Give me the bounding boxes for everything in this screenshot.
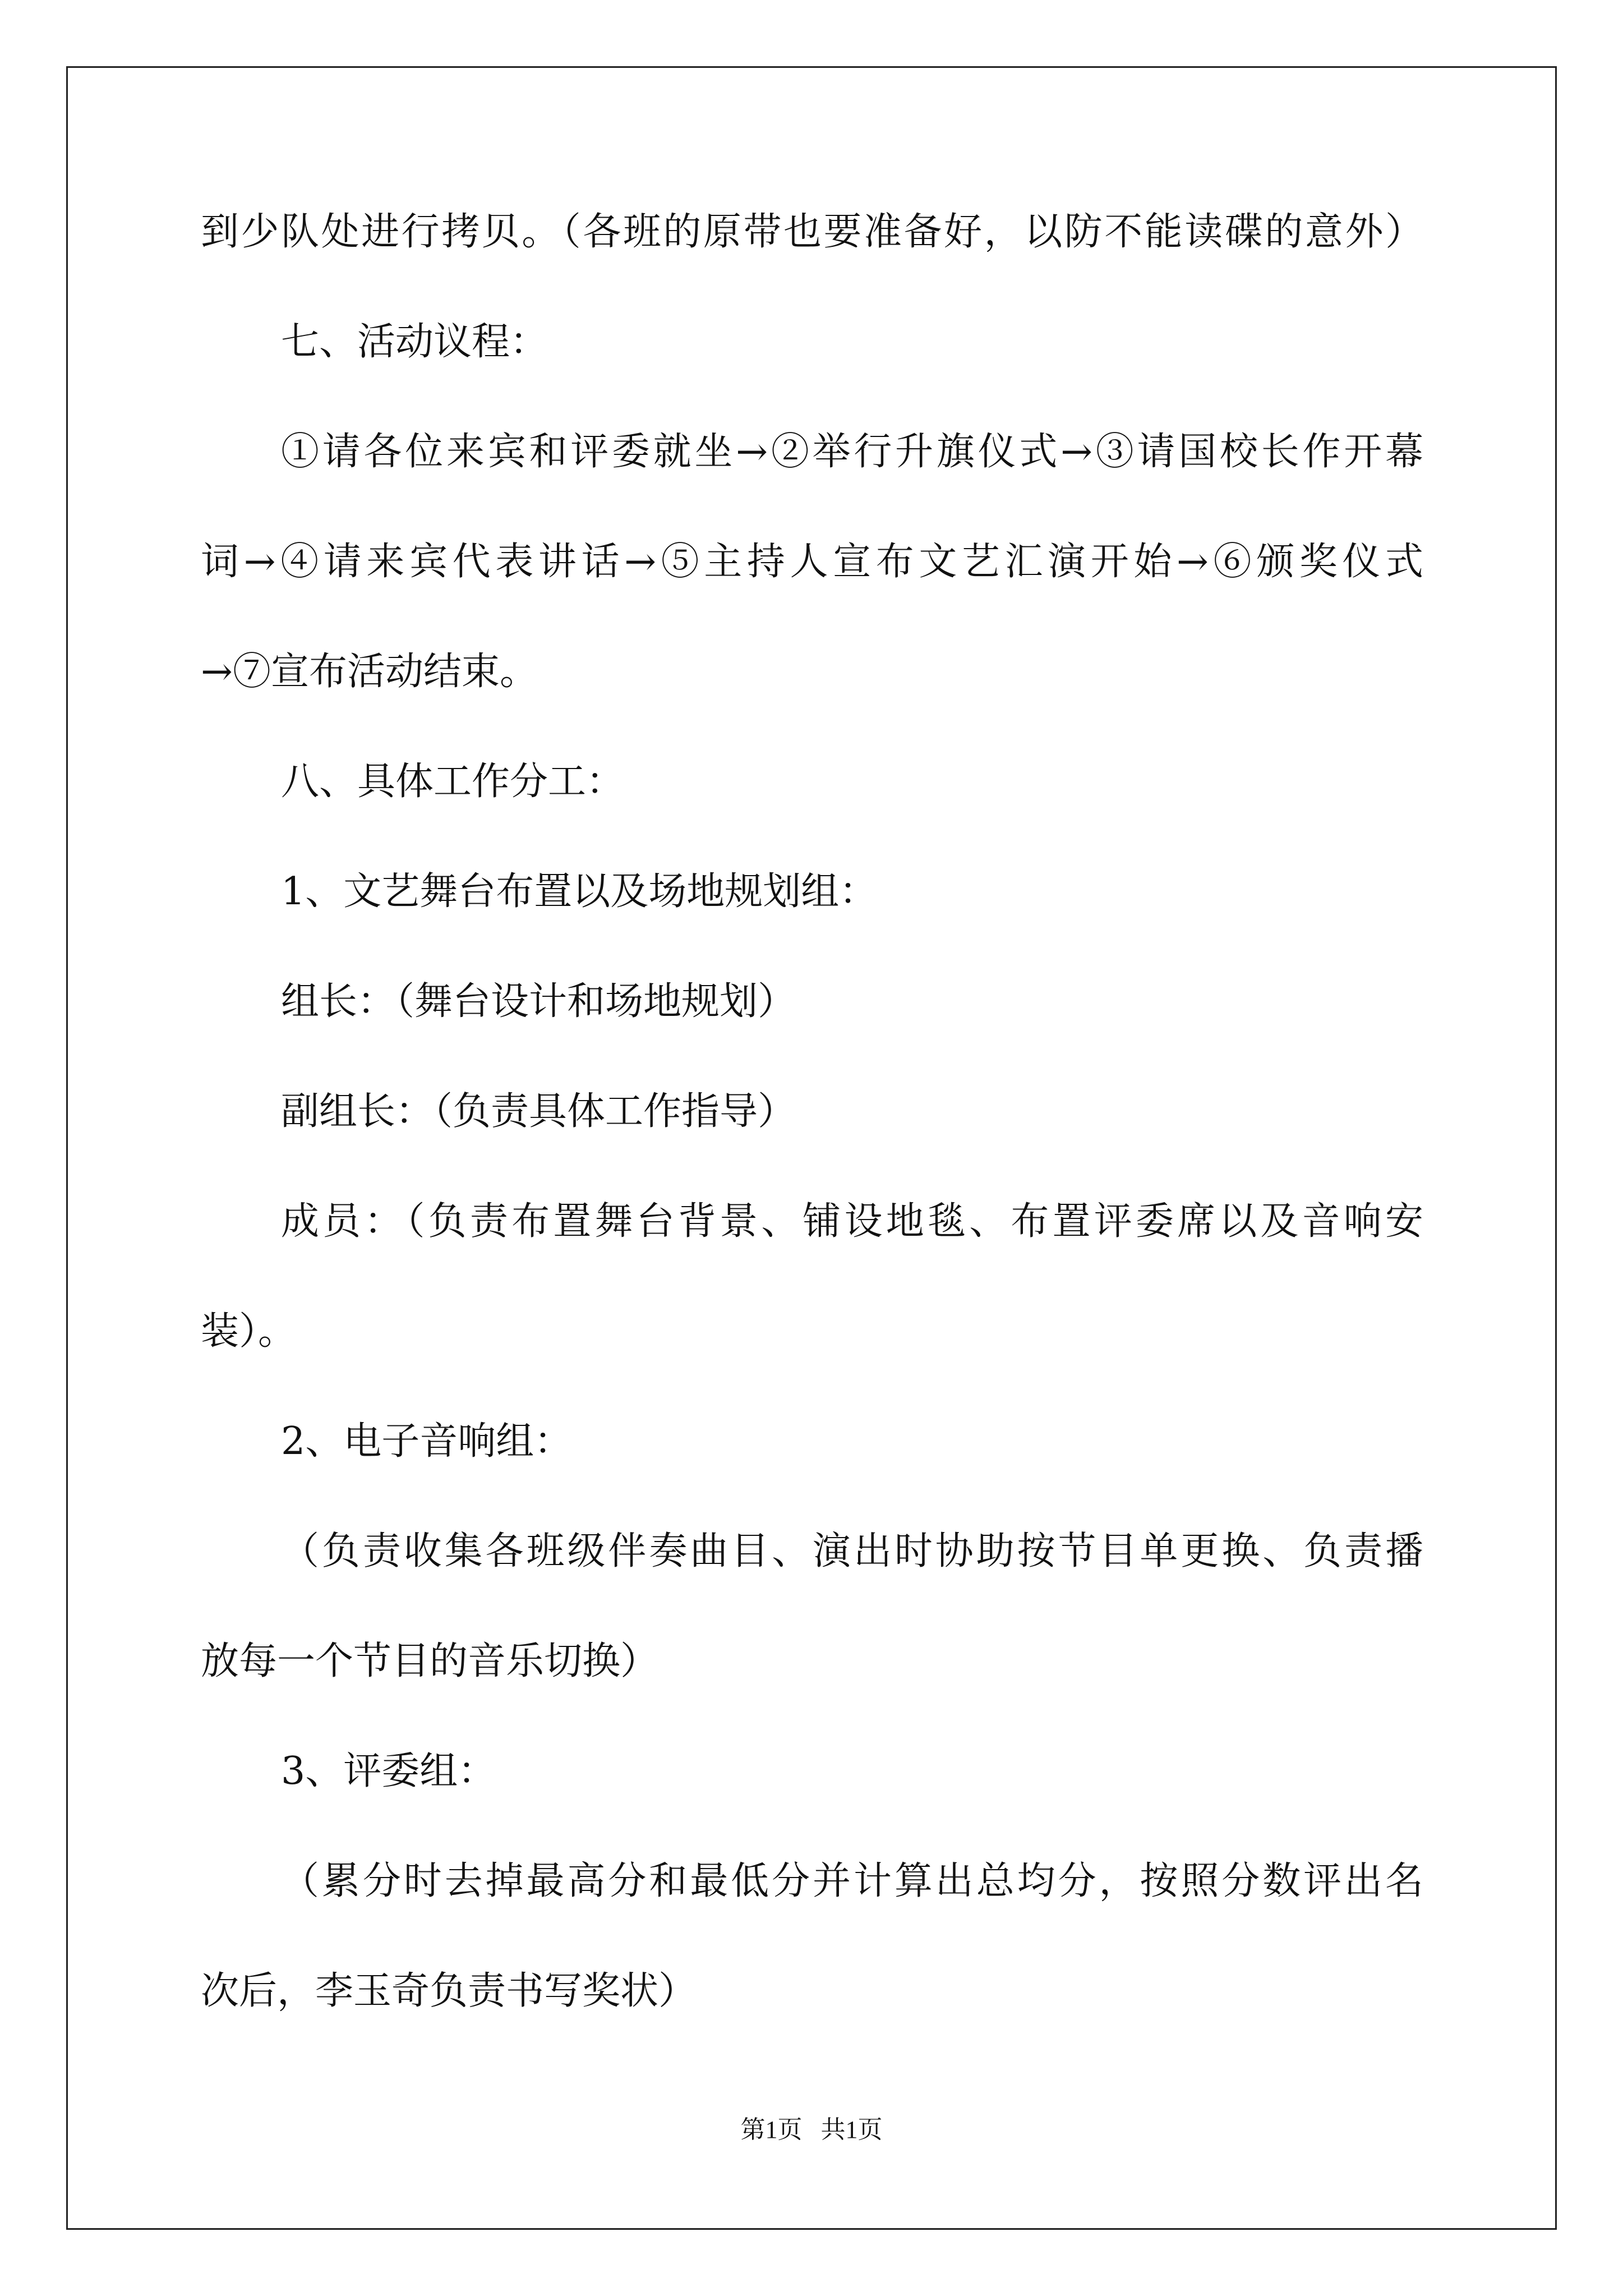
text-line-3: ①请各位来宾和评委就坐→②举行升旗仪式→③请国校长作开幕 bbox=[281, 430, 1423, 474]
text-line-1: 到少队处进行拷贝。（各班的原带也要准备好，以防不能读碟的意外） bbox=[201, 210, 1423, 254]
subsection-heading-judges: 3、评委组： bbox=[281, 1749, 496, 1793]
text-line-13: （负责收集各班级伴奏曲目、演出时协助按节目单更换、负责播 bbox=[281, 1529, 1423, 1573]
text-line-5: →⑦宣布活动结束。 bbox=[201, 650, 538, 694]
subsection-heading-audio: 2、电子音响组： bbox=[281, 1419, 573, 1464]
text-line-8: 组长：（舞台设计和场地规划） bbox=[281, 979, 796, 1024]
text-line-4: 词→④请来宾代表讲话→⑤主持人宣布文艺汇演开始→⑥颁奖仪式 bbox=[201, 540, 1423, 584]
text-line-16: （累分时去掉最高分和最低分并计算出总均分，按照分数评出名 bbox=[281, 1859, 1423, 1903]
text-line-14: 放每一个节目的音乐切换） bbox=[201, 1639, 659, 1683]
text-line-17: 次后，李玉奇负责书写奖状） bbox=[201, 1969, 697, 2013]
text-line-11: 装）。 bbox=[201, 1309, 297, 1354]
section-heading-division: 八、具体工作分工： bbox=[281, 760, 625, 804]
text-line-9: 副组长：（负责具体工作指导） bbox=[281, 1089, 796, 1134]
page-border bbox=[66, 66, 1557, 2230]
section-heading-agenda: 七、活动议程： bbox=[281, 320, 548, 364]
page-number-footer: 第1页 共1页 bbox=[740, 2116, 883, 2143]
text-line-10: 成员：（负责布置舞台背景、铺设地毯、布置评委席以及音响安 bbox=[281, 1199, 1423, 1244]
subsection-heading-stage: 1、文艺舞台布置以及场地规划组： bbox=[281, 869, 878, 914]
